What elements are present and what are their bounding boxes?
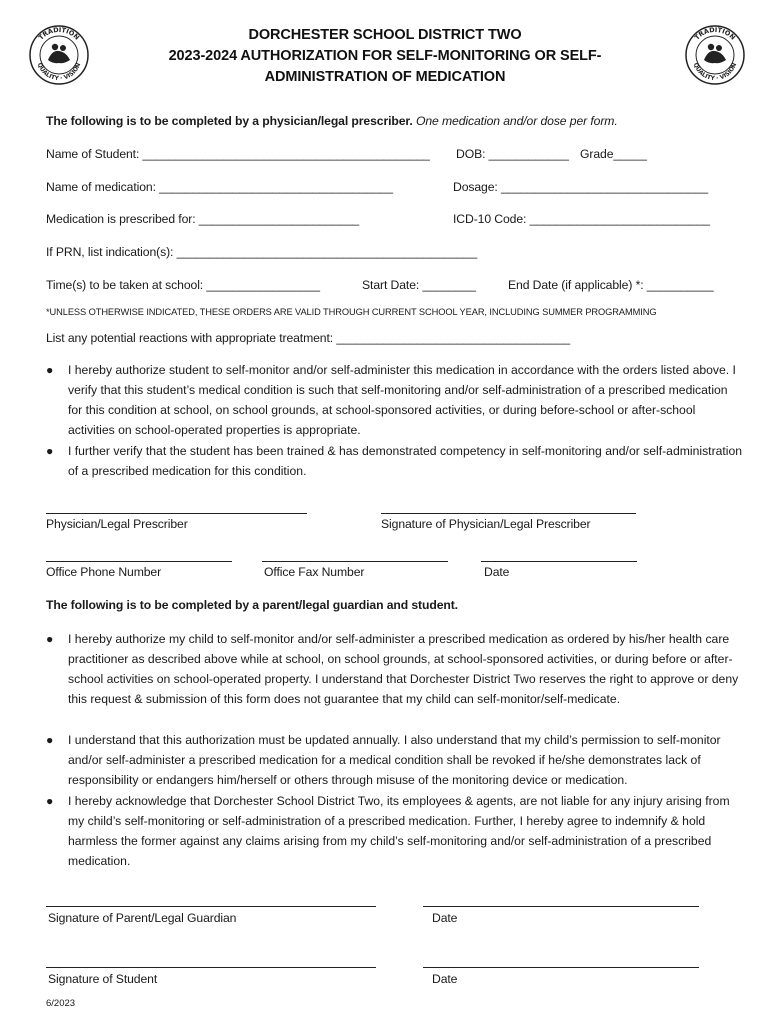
- office-phone-line[interactable]: [46, 561, 232, 562]
- svg-text:TRADITION: TRADITION: [36, 25, 81, 42]
- medication-name-field[interactable]: Name of medication: ___________________________________: [46, 180, 393, 194]
- office-phone-label: Office Phone Number: [46, 565, 162, 579]
- parent-bullet-1-text: I hereby authorize my child to self-monitor and/or self-administer a prescribed medication as ordered by his/her health care practitioner as described above while at school, on school grounds, at school-sponsored activities, or during before or after-school activities on school-operated property. I understand that Dorchester District Two reserves the right to approve or deny this request & submission of this form does not guarantee that my child can self-monitor/self-medicate.: [68, 632, 739, 706]
- parent-signature-label: Signature of Parent/Legal Guardian: [48, 911, 237, 925]
- physician-bullet-1-text: I hereby authorize student to self-monitor and/or self-administer this medication in accordance with the orders listed above. I verify that this student’s medical condition is such that self-monitoring and/or self-administration of a prescribed medication for this condition at school, on school grounds, at school-sponsored activities, or during before-school or after-school activities on school-operated properties is appropriate.: [68, 363, 736, 437]
- physician-date-line[interactable]: [481, 561, 637, 562]
- parent-signature-line[interactable]: [46, 906, 376, 907]
- grade-field[interactable]: Grade_____: [580, 147, 647, 161]
- svg-text:TRADITION: TRADITION: [692, 25, 737, 42]
- icd10-field[interactable]: ICD-10 Code: ___________________________: [453, 212, 710, 226]
- seal-icon: [684, 24, 746, 86]
- student-signature-line[interactable]: [46, 967, 376, 968]
- physician-intro-italic: One medication and/or dose per form.: [415, 114, 618, 128]
- reactions-field[interactable]: List any potential reactions with appropriate treatment: ___________________________________: [46, 331, 571, 345]
- physician-name-line[interactable]: [46, 513, 307, 514]
- physician-name-label: Physician/Legal Prescriber: [46, 517, 188, 531]
- svg-text:QUALITY · VISION: QUALITY · VISION: [35, 62, 83, 83]
- form-title-line2: 2023-2024 AUTHORIZATION FOR SELF-MONITORING OR SELF-: [168, 48, 602, 64]
- parent-bullet-1: [46, 629, 742, 731]
- physician-bullet-2: [46, 441, 742, 483]
- form-title-line3: ADMINISTRATION OF MEDICATION: [264, 69, 506, 85]
- prn-field[interactable]: If PRN, list indication(s): _____________________________________________: [46, 245, 478, 259]
- district-seal-right: [684, 24, 746, 86]
- end-date-field[interactable]: End Date (if applicable) *: __________: [508, 278, 714, 292]
- office-fax-line[interactable]: [262, 561, 448, 562]
- seal-icon: [28, 24, 90, 86]
- bullet-icon: ●: [46, 733, 54, 747]
- office-fax-label: Office Fax Number: [264, 565, 365, 579]
- physician-bullet-1: [46, 360, 742, 442]
- dosage-field[interactable]: Dosage: _______________________________: [453, 180, 709, 194]
- student-date-label: Date: [432, 972, 458, 986]
- student-date-line[interactable]: [423, 967, 699, 968]
- revision-date: 6/2023: [46, 998, 76, 1009]
- district-seal-left: [28, 24, 90, 86]
- student-name-field[interactable]: Name of Student: ___________________________________________: [46, 147, 430, 161]
- bullet-icon: ●: [46, 632, 54, 646]
- form-title-line1: DORCHESTER SCHOOL DISTRICT TWO: [248, 27, 522, 43]
- parent-date-label: Date: [432, 911, 458, 925]
- bullet-icon: ●: [46, 444, 54, 458]
- physician-intro-bold: The following is to be completed by a physician/legal prescriber.: [46, 114, 413, 128]
- physician-section-intro: [46, 114, 618, 128]
- start-date-field[interactable]: Start Date: ________: [362, 278, 476, 292]
- prescribed-for-field[interactable]: Medication is prescribed for: ________________________: [46, 212, 360, 226]
- parent-date-line[interactable]: [423, 906, 699, 907]
- parent-bullet-3: [46, 791, 742, 873]
- parent-bullet-2: [46, 730, 742, 792]
- physician-bullet-2-text: I further verify that the student has been trained & has demonstrated competency in self-monitoring and/or self-administration of a prescribed medication for this condition.: [68, 444, 743, 478]
- times-field[interactable]: Time(s) to be taken at school: _________________: [46, 278, 320, 292]
- dob-field[interactable]: DOB: ____________: [456, 147, 569, 161]
- physician-signature-line[interactable]: [381, 513, 636, 514]
- student-signature-label: Signature of Student: [48, 972, 158, 986]
- validity-note: *UNLESS OTHERWISE INDICATED, THESE ORDERS ARE VALID THROUGH CURRENT SCHOOL YEAR, INCLUDING SUMMER PROGRAMMING: [46, 307, 657, 317]
- physician-signature-label: Signature of Physician/Legal Prescriber: [381, 517, 591, 531]
- bullet-icon: ●: [46, 794, 54, 808]
- svg-text:QUALITY · VISION: QUALITY · VISION: [691, 62, 739, 83]
- bullet-icon: ●: [46, 363, 54, 377]
- parent-section-intro: The following is to be completed by a parent/legal guardian and student.: [46, 598, 458, 612]
- parent-bullet-3-text: I hereby acknowledge that Dorchester School District Two, its employees & agents, are not liable for any injury arising from my child’s self-monitoring or self-administration of a prescribed medication. Further, I hereby agree to indemnify & hold harmless the former against any claims arising from my child’s self-monitoring and/or self-administration of a prescribed medication.: [68, 794, 730, 868]
- parent-bullet-2-text: I understand that this authorization must be updated annually. I also understand that my child’s permission to self-monitor and/or self-administer a prescribed medication for a medical condition shall be revoked if he/she demonstrates lack of responsibility or endangers him/herself or others through misuse of the monitoring device or medication.: [68, 733, 721, 787]
- physician-date-label: Date: [484, 565, 510, 579]
